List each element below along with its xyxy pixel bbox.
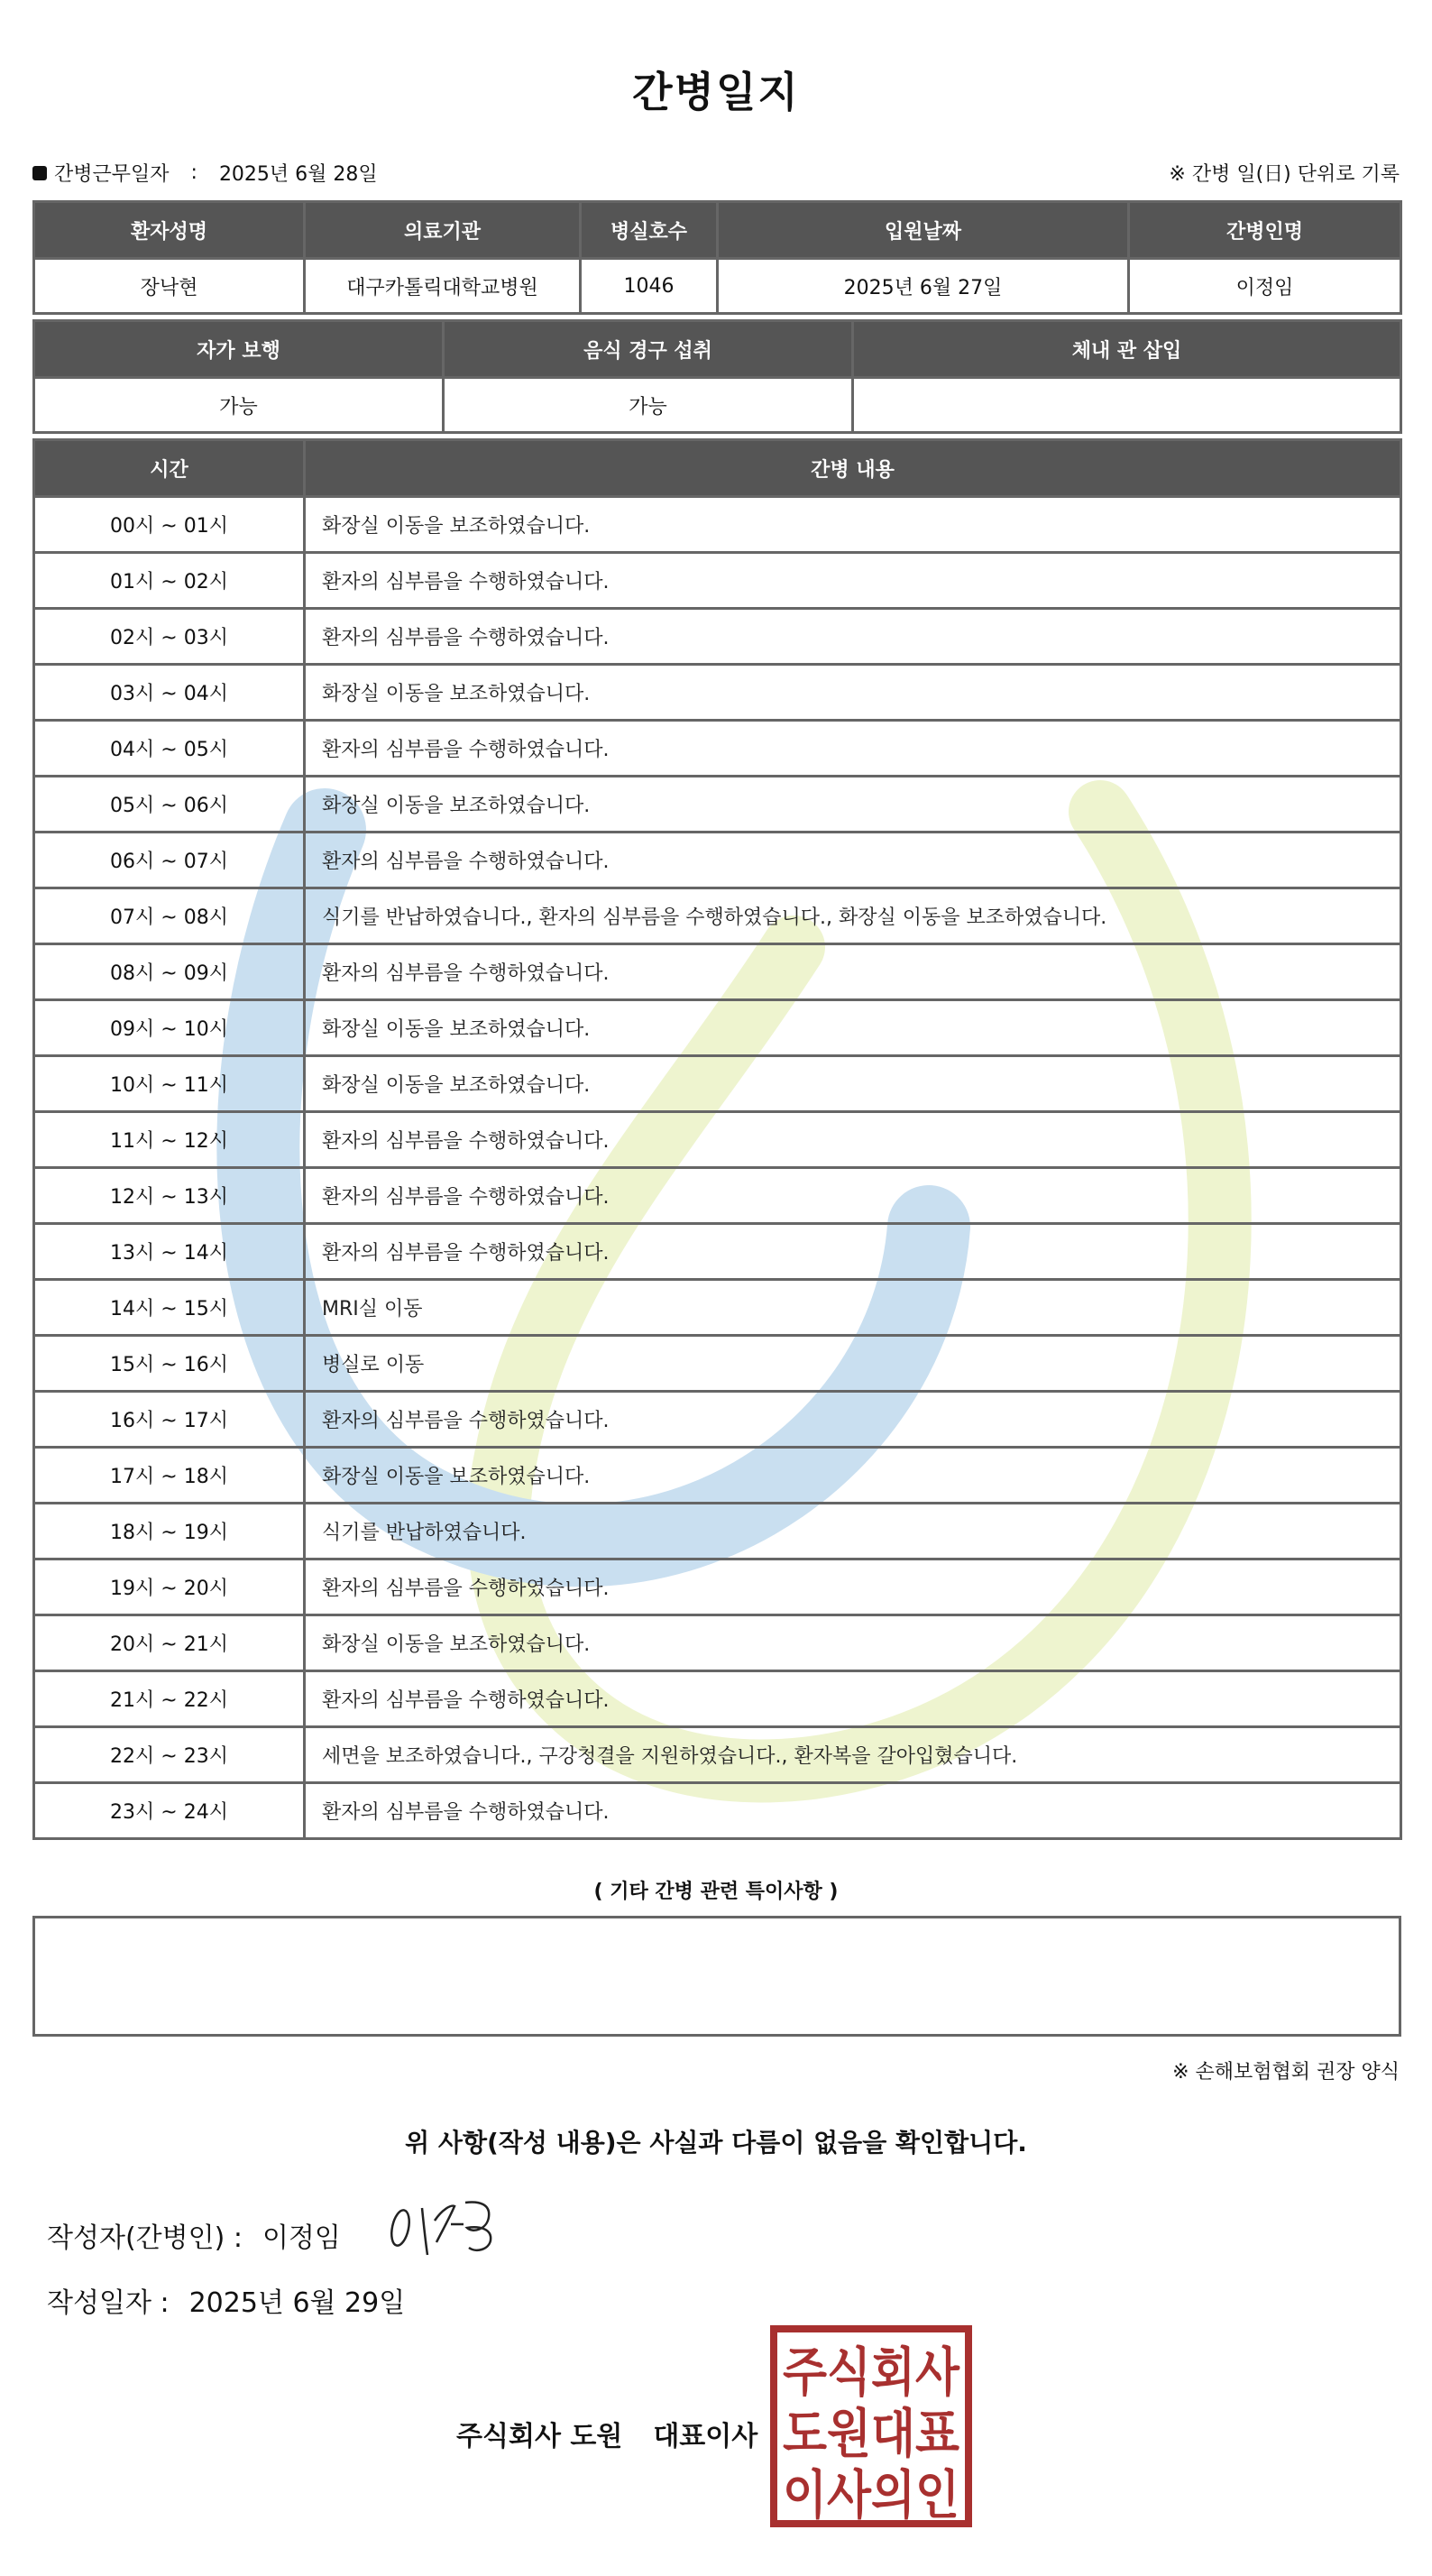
- self-walking-value: 가능: [34, 378, 444, 433]
- company-name: 주식회사 도원: [456, 2421, 623, 2452]
- admission-date-header: 입원날짜: [718, 202, 1129, 259]
- oral-intake-header: 음식 경구 섭취: [444, 321, 853, 378]
- hospital-header: 의료기관: [305, 202, 581, 259]
- table-row: [34, 1280, 1401, 1336]
- duty-date-line: [32, 159, 378, 187]
- log-time: 19시 ~ 20시: [34, 1559, 305, 1615]
- representative-title: 대표이사: [653, 2421, 758, 2452]
- room-number-header: 병실호수: [581, 202, 718, 259]
- log-content: 환자의 심부름을 수행하였습니다.: [305, 609, 1401, 665]
- table-row: [34, 1000, 1401, 1056]
- log-content: 병실로 이동: [305, 1336, 1401, 1392]
- log-time: 23시 ~ 24시: [34, 1783, 305, 1839]
- room-number: 1046: [581, 259, 718, 314]
- table-row: [34, 1448, 1401, 1504]
- patient-status-table: [32, 319, 1402, 434]
- log-time: 00시 ~ 01시: [34, 497, 305, 553]
- tube-insertion-header: 체내 관 삽입: [853, 321, 1401, 378]
- log-content: 화장실 이동을 보조하였습니다.: [305, 777, 1401, 833]
- log-content: 환자의 심부름을 수행하였습니다.: [305, 1224, 1401, 1280]
- patient-info-table: [32, 200, 1402, 315]
- time-header: 시간: [34, 440, 305, 497]
- remarks-title: ( 기타 간병 관련 특이사항 ): [593, 1881, 839, 1903]
- log-content: 화장실 이동을 보조하였습니다.: [305, 1000, 1401, 1056]
- log-time: 12시 ~ 13시: [34, 1168, 305, 1224]
- table-row: [34, 1224, 1401, 1280]
- log-time: 11시 ~ 12시: [34, 1112, 305, 1168]
- log-time: 02시 ~ 03시: [34, 609, 305, 665]
- oral-intake-value: 가능: [444, 378, 853, 433]
- log-time: 22시 ~ 23시: [34, 1727, 305, 1783]
- table-row: [34, 1559, 1401, 1615]
- log-content: 화장실 이동을 보조하였습니다.: [305, 1056, 1401, 1112]
- caregiver-name-header: 간병인명: [1129, 202, 1401, 259]
- table-row: [34, 665, 1401, 721]
- caregiver-name: 이정임: [1129, 259, 1401, 314]
- log-time: 15시 ~ 16시: [34, 1336, 305, 1392]
- tube-insertion-value: [853, 378, 1401, 433]
- table-row: [34, 777, 1401, 833]
- log-content: 환자의 심부름을 수행하였습니다.: [305, 721, 1401, 777]
- handwritten-signature: [379, 2190, 523, 2262]
- written-date-label: 작성일자 :: [47, 2287, 170, 2319]
- writer-label: 작성자(간병인) :: [47, 2222, 243, 2254]
- table-row: [34, 944, 1401, 1000]
- table-row: [34, 1615, 1401, 1671]
- table-row: [34, 1727, 1401, 1783]
- log-time: 10시 ~ 11시: [34, 1056, 305, 1112]
- document-title: 간병일지: [632, 68, 800, 116]
- log-time: 08시 ~ 09시: [34, 944, 305, 1000]
- log-content: 식기를 반납하였습니다.: [305, 1504, 1401, 1559]
- table-row: [34, 1783, 1401, 1839]
- table-row: [34, 1336, 1401, 1392]
- patient-name-header: 환자성명: [34, 202, 305, 259]
- log-time: 14시 ~ 15시: [34, 1280, 305, 1336]
- care-log-table: [32, 438, 1402, 1840]
- log-time: 21시 ~ 22시: [34, 1671, 305, 1727]
- table-row: [34, 721, 1401, 777]
- log-time: 13시 ~ 14시: [34, 1224, 305, 1280]
- log-time: 17시 ~ 18시: [34, 1448, 305, 1504]
- log-content: 환자의 심부름을 수행하였습니다.: [305, 1168, 1401, 1224]
- remarks-box: [32, 1916, 1401, 2037]
- log-content: 환자의 심부름을 수행하였습니다.: [305, 1392, 1401, 1448]
- self-walking-header: 자가 보행: [34, 321, 444, 378]
- log-time: 01시 ~ 02시: [34, 553, 305, 609]
- table-row: [34, 1112, 1401, 1168]
- written-date-value: 2025년 6월 29일: [188, 2287, 406, 2319]
- log-content: 화장실 이동을 보조하였습니다.: [305, 497, 1401, 553]
- log-time: 03시 ~ 04시: [34, 665, 305, 721]
- table-row: [34, 553, 1401, 609]
- log-content: 환자의 심부름을 수행하였습니다.: [305, 1783, 1401, 1839]
- duty-date-colon: :: [190, 161, 197, 184]
- table-row: [34, 1504, 1401, 1559]
- seal-text-line-1: 주식회사: [783, 2341, 960, 2403]
- admission-date: 2025년 6월 27일: [718, 259, 1129, 314]
- log-time: 16시 ~ 17시: [34, 1392, 305, 1448]
- table-row: [34, 1056, 1401, 1112]
- log-time: 06시 ~ 07시: [34, 833, 305, 888]
- table-row: [34, 833, 1401, 888]
- log-content: 화장실 이동을 보조하였습니다.: [305, 665, 1401, 721]
- company-line: [456, 2414, 757, 2453]
- log-time: 07시 ~ 08시: [34, 888, 305, 944]
- table-row: [34, 609, 1401, 665]
- bullet-square-icon: [32, 166, 47, 180]
- hospital-name: 대구카톨릭대학교병원: [305, 259, 581, 314]
- duty-date-label: 간병근무일자: [54, 163, 170, 186]
- seal-text-line-3: 이사의인: [783, 2464, 959, 2525]
- log-content: 환자의 심부름을 수행하였습니다.: [305, 1671, 1401, 1727]
- writer-line: [47, 2215, 341, 2255]
- table-row: [34, 888, 1401, 944]
- log-time: 04시 ~ 05시: [34, 721, 305, 777]
- duty-date-value: 2025년 6월 28일: [218, 163, 378, 186]
- written-date-line: [47, 2280, 405, 2320]
- log-content: MRI실 이동: [305, 1280, 1401, 1336]
- log-content: 환자의 심부름을 수행하였습니다.: [305, 833, 1401, 888]
- writer-name: 이정임: [262, 2222, 341, 2254]
- confirmation-statement: 위 사항(작성 내용)은 사실과 다름이 없음을 확인합니다.: [405, 2128, 1027, 2157]
- care-content-header: 간병 내용: [305, 440, 1401, 497]
- log-time: 05시 ~ 06시: [34, 777, 305, 833]
- log-content: 식기를 반납하였습니다., 환자의 심부름을 수행하였습니다., 화장실 이동을 보조하였습니다.: [305, 888, 1401, 944]
- insurer-note: ※ 손해보험협회 권장 양식: [1172, 2061, 1400, 2084]
- seal-text-line-2: 도원대표: [783, 2403, 959, 2464]
- log-content: 세면을 보조하였습니다., 구강청결을 지원하였습니다., 환자복을 갈아입혔습니다.: [305, 1727, 1401, 1783]
- log-time: 18시 ~ 19시: [34, 1504, 305, 1559]
- table-row: [34, 1168, 1401, 1224]
- table-row: [34, 1392, 1401, 1448]
- log-content: 환자의 심부름을 수행하였습니다.: [305, 553, 1401, 609]
- log-content: 화장실 이동을 보조하였습니다.: [305, 1615, 1401, 1671]
- log-content: 환자의 심부름을 수행하였습니다.: [305, 1559, 1401, 1615]
- table-row: [34, 1671, 1401, 1727]
- log-content: 환자의 심부름을 수행하였습니다.: [305, 944, 1401, 1000]
- log-content: 환자의 심부름을 수행하였습니다.: [305, 1112, 1401, 1168]
- log-time: 09시 ~ 10시: [34, 1000, 305, 1056]
- log-content: 화장실 이동을 보조하였습니다.: [305, 1448, 1401, 1504]
- company-seal-stamp: [770, 2325, 972, 2527]
- table-row: [34, 497, 1401, 553]
- patient-name: 장낙현: [34, 259, 305, 314]
- record-unit-note: ※ 간병 일(日) 단위로 기록: [1169, 163, 1400, 186]
- log-time: 20시 ~ 21시: [34, 1615, 305, 1671]
